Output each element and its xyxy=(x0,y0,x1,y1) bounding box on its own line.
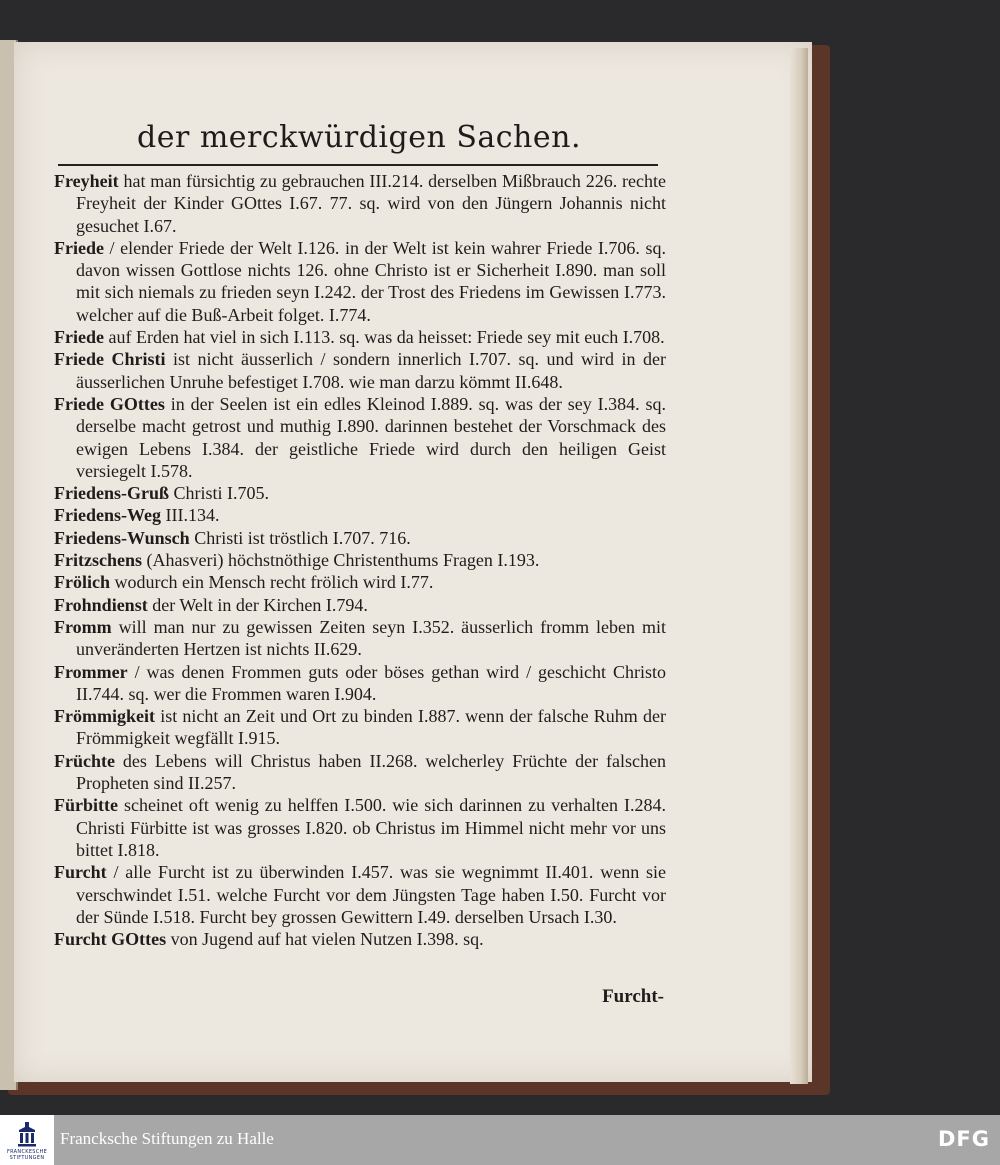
entry-text: Christi I.705. xyxy=(169,483,270,504)
index-entry xyxy=(54,348,666,393)
entry-text: wodurch ein Mensch recht frölich wird I.77. xyxy=(110,572,434,593)
index-entry xyxy=(54,237,666,326)
index-entry xyxy=(54,861,666,928)
entry-text: auf Erden hat viel in sich I.113. sq. was da heisset: Friede sey mit euch I.708. xyxy=(103,327,665,348)
entry-keyword: Frömmigkeit xyxy=(54,706,155,727)
running-head: der merckwürdigen Sachen. xyxy=(137,120,581,155)
entry-keyword: Früchte xyxy=(54,750,115,771)
entry-text: / alle Furcht ist zu überwinden I.457. was sie wegnimmt II.401. wenn sie verschwindet I.51. welche Furcht vor dem Jüngsten Tage haben I.50. Furcht vor der Sünde I.518. Furcht bey grossen Gewittern I.49. derselben Ursach I.30. xyxy=(76,862,666,927)
page-block-edge xyxy=(790,48,808,1084)
index-entry xyxy=(54,549,666,571)
index-entry xyxy=(54,482,666,504)
index-entry xyxy=(54,504,666,526)
index-entries xyxy=(54,170,666,950)
entry-text: scheinet oft wenig zu helffen I.500. wie sich darinnen zu verhalten I.284. Christi Fürbitte ist was grosses I.820. ob Christus im Himmel nicht mehr vor uns bittet I.818. xyxy=(76,795,666,860)
scanned-page xyxy=(14,42,812,1082)
institution-name: Francksche Stiftungen zu Halle xyxy=(60,1129,274,1148)
entry-text: in der Seelen ist ein edles Kleinod I.889. sq. was der sey I.384. sq. derselbe macht getrost und muthig I.890. darinnen bestehet der Vorschmack des ewigen Lebens I.384. der geistliche Friede wird durch den heiligen Geist versiegelt I.578. xyxy=(76,393,666,481)
entry-keyword: Frölich xyxy=(54,572,110,593)
entry-keyword: Friedens-Gruß xyxy=(54,483,169,504)
header-rule xyxy=(58,164,658,166)
entry-keyword: Friede Christi xyxy=(54,349,166,370)
dfg-logo[interactable]: DFG xyxy=(937,1127,990,1151)
entry-keyword: Frohndienst xyxy=(54,594,148,615)
index-entry xyxy=(54,705,666,750)
institution-logo[interactable] xyxy=(0,1115,54,1165)
entry-keyword: Furcht GOttes xyxy=(54,929,167,950)
index-entry xyxy=(54,326,666,348)
entry-keyword: Friede GOttes xyxy=(54,393,165,414)
entry-keyword: Friedens-Wunsch xyxy=(54,527,190,548)
entry-keyword: Friede xyxy=(54,237,104,258)
index-entry xyxy=(54,393,666,482)
entry-text: / was denen Frommen guts oder böses gethan wird / geschicht Christo II.744. sq. wer die Frommen waren I.904. xyxy=(76,661,666,704)
index-entry xyxy=(54,170,666,237)
entry-text: (Ahasveri) höchstnöthige Christenthums Fragen I.193. xyxy=(141,550,540,571)
entry-text: ist nicht an Zeit und Ort zu binden I.887. wenn der falsche Ruhm der Frömmigkeit wegfällt I.915. xyxy=(76,706,666,749)
entry-text: Christi ist tröstlich I.707. 716. xyxy=(189,527,411,548)
index-entry xyxy=(54,750,666,795)
index-entry xyxy=(54,794,666,861)
index-entry xyxy=(54,594,666,616)
index-entry xyxy=(54,527,666,549)
index-entry xyxy=(54,661,666,706)
entry-keyword: Fromm xyxy=(54,616,112,637)
entry-text: ist nicht äusserlich / sondern innerlich I.707. sq. und wird in der äusserlichen Unruhe befestiget I.708. wie man darzu kömmt II.648. xyxy=(76,349,666,392)
catchword: Furcht- xyxy=(602,986,664,1007)
index-entry xyxy=(54,571,666,593)
entry-keyword: Fürbitte xyxy=(54,795,118,816)
entry-keyword: Friede xyxy=(54,327,104,348)
entry-text: hat man fürsichtig zu gebrauchen III.214. derselben Mißbrauch 226. rechte Freyheit der Kinder GOttes I.67. 77. sq. wird von den Jüngern Johannis nicht gesuchet I.67. xyxy=(76,171,666,236)
entry-keyword: Frommer xyxy=(54,661,128,682)
index-entry xyxy=(54,928,666,950)
entry-text: / elender Friede der Welt I.126. in der Welt ist kein wahrer Friede I.706. sq. davon wissen Gottlose nichts 126. ohne Christo ist er Sicherheit I.890. man soll mit sich niemals zu frieden seyn I.242. der Trost des Friedens im Gewissen I.773. welcher auf die Buß-Arbeit folget. I.774. xyxy=(76,237,666,325)
logo-text: FRANCKESCHE STIFTUNGEN xyxy=(6,1149,48,1161)
entry-text: will man nur zu gewissen Zeiten seyn I.352. äusserlich fromm leben mit unveränderten Hertzen ist nichts II.629. xyxy=(76,616,666,660)
logo-emblem-icon xyxy=(17,1121,37,1147)
footer-bar xyxy=(0,1115,1000,1165)
entry-keyword: Freyheit xyxy=(54,171,119,191)
entry-text: des Lebens will Christus haben II.268. welcherley Früchte der falschen Propheten sind II.257. xyxy=(76,750,666,794)
entry-text: der Welt in der Kirchen I.794. xyxy=(147,594,368,615)
entry-keyword: Furcht xyxy=(54,862,107,883)
entry-text: III.134. xyxy=(160,505,220,526)
entry-keyword: Friedens-Weg xyxy=(54,505,161,526)
index-entry xyxy=(54,616,666,661)
entry-keyword: Fritzschens xyxy=(54,550,142,571)
entry-text: von Jugend auf hat vielen Nutzen I.398. sq. xyxy=(166,929,484,950)
